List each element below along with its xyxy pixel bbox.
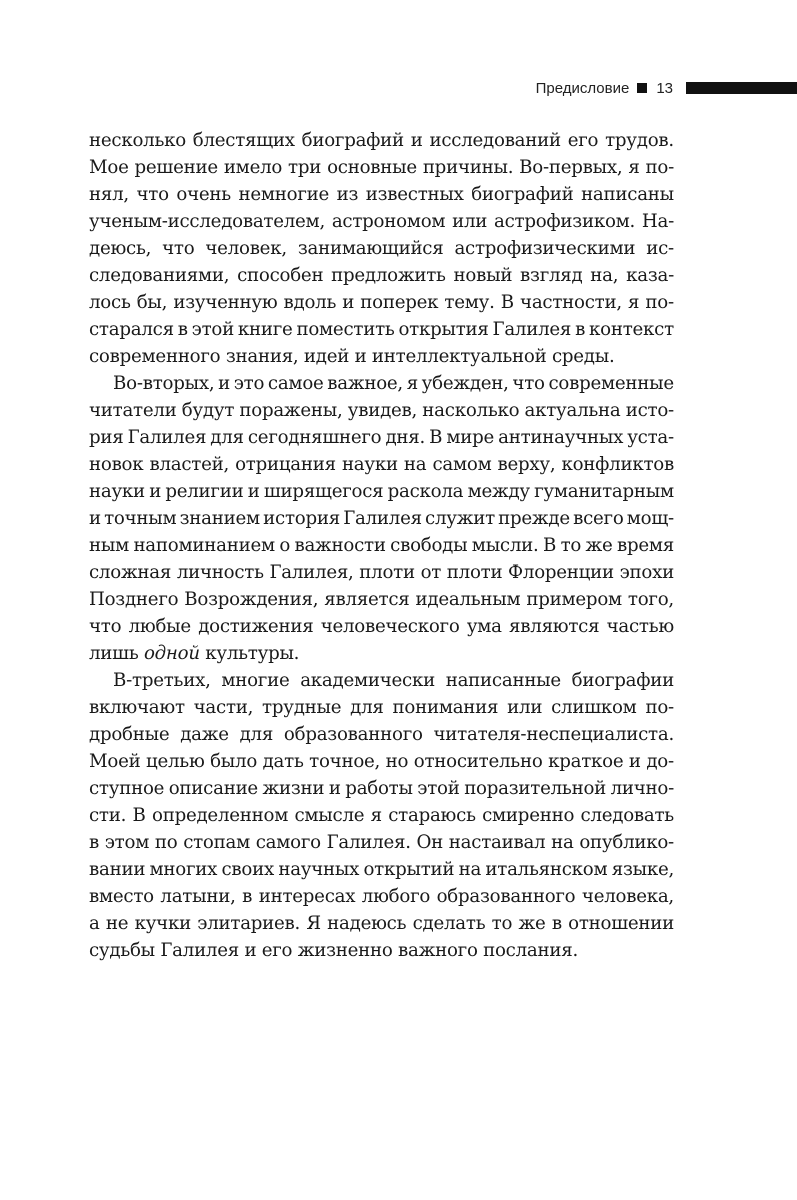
- word: смысле: [294, 805, 365, 826]
- word: очень: [176, 184, 231, 205]
- word: работы: [345, 778, 413, 799]
- word: я: [628, 292, 640, 313]
- word: частью: [606, 616, 674, 637]
- word: сложная: [89, 562, 172, 583]
- word: конфликтов: [561, 454, 674, 475]
- word: дробные: [89, 724, 170, 745]
- word: и: [410, 130, 423, 151]
- word: основные: [327, 157, 417, 178]
- paragraph: [89, 667, 674, 964]
- word: Моей: [89, 751, 141, 772]
- word: читателя-неспециалиста.: [433, 724, 674, 745]
- word: плоти: [446, 562, 503, 583]
- word: ным: [89, 535, 129, 556]
- word: в: [242, 886, 253, 907]
- word: на,: [590, 265, 619, 286]
- running-head-section-title: Предисловие: [535, 79, 630, 97]
- text-line: [89, 478, 674, 505]
- body-text: [89, 127, 674, 964]
- word: служит: [425, 508, 495, 529]
- word: от: [420, 562, 442, 583]
- word: дня.: [385, 427, 426, 448]
- text-line: [89, 343, 674, 370]
- word: было: [210, 751, 258, 772]
- running-head-bar: [686, 82, 797, 94]
- word: лишь: [89, 643, 139, 664]
- word: современные: [548, 373, 674, 394]
- word: того,: [627, 589, 674, 610]
- word: Мое: [89, 157, 129, 178]
- word: свободы: [390, 535, 468, 556]
- word: В: [132, 805, 146, 826]
- text-line: [89, 316, 674, 343]
- word: На-: [641, 211, 674, 232]
- word: это: [233, 373, 265, 394]
- word: то: [560, 535, 582, 556]
- text-line: [89, 856, 674, 883]
- word: ширящегося: [263, 481, 384, 502]
- word: части,: [193, 697, 254, 718]
- word: исто-: [625, 400, 674, 421]
- word: а: [89, 913, 100, 934]
- word: сегодняшнего: [247, 427, 382, 448]
- word: контекст: [589, 319, 674, 340]
- word: вании: [89, 859, 146, 880]
- word: науки: [89, 481, 145, 502]
- word: и: [218, 373, 230, 394]
- word: примером: [526, 589, 622, 610]
- word: читатели: [89, 400, 177, 421]
- word: важное,: [327, 373, 403, 394]
- word: эпохи: [619, 562, 674, 583]
- word: для: [210, 427, 244, 448]
- word: многих: [149, 859, 218, 880]
- text-line: [89, 883, 674, 910]
- word: на: [403, 454, 427, 475]
- word: человеческого: [320, 616, 460, 637]
- word: ученым-исследователем,: [89, 211, 325, 232]
- word: целью: [146, 751, 205, 772]
- word: мире: [446, 427, 495, 448]
- word: научных: [278, 859, 360, 880]
- text-line: [89, 802, 674, 829]
- text-line: [89, 397, 674, 424]
- word: дать: [262, 751, 304, 772]
- word: увидев,: [347, 400, 418, 421]
- word: описание: [168, 778, 258, 799]
- word: кучки: [134, 913, 191, 934]
- word: немногие: [238, 184, 330, 205]
- word: раскола: [387, 481, 464, 502]
- word: важности: [294, 535, 386, 556]
- word: человек,: [205, 238, 287, 259]
- word: достижения: [198, 616, 314, 637]
- word: следовать: [580, 805, 674, 826]
- word: определенном: [152, 805, 289, 826]
- word: науки: [341, 454, 398, 475]
- word: лось: [89, 292, 131, 313]
- word: исследований: [429, 130, 561, 151]
- word: являются: [509, 616, 600, 637]
- word: убежден,: [421, 373, 509, 394]
- text-line: [89, 505, 674, 532]
- word: жизненно: [297, 940, 393, 961]
- word: частности,: [520, 292, 622, 313]
- word: послания.: [483, 940, 579, 961]
- word: его: [567, 130, 599, 151]
- word: между: [467, 481, 530, 502]
- word: же: [585, 535, 613, 556]
- word: но: [385, 751, 409, 772]
- word: и: [328, 778, 341, 799]
- page-number: 13: [656, 79, 673, 97]
- word: самом: [432, 454, 492, 475]
- word: для: [239, 724, 274, 745]
- word: имело: [223, 157, 283, 178]
- word: опублико-: [579, 832, 674, 853]
- word: сделать: [412, 913, 486, 934]
- word: я: [406, 373, 418, 394]
- word: своих: [221, 859, 275, 880]
- word: гуманитарным: [534, 481, 674, 502]
- text-line: [89, 748, 674, 775]
- word: среды.: [551, 346, 615, 367]
- text-line: [89, 640, 674, 667]
- word: в: [575, 319, 586, 340]
- word: причины.: [422, 157, 514, 178]
- text-line: [89, 262, 674, 289]
- paragraph: [89, 127, 674, 370]
- word: в: [89, 832, 99, 853]
- word: астрофизическими: [454, 238, 636, 259]
- word: в: [177, 319, 188, 340]
- word: Галилея,: [269, 562, 354, 583]
- text-line: [89, 559, 674, 586]
- word: одной: [143, 643, 200, 664]
- word: интересах: [258, 886, 356, 907]
- word: что: [162, 238, 195, 259]
- word: и: [354, 346, 367, 367]
- word: трудные: [262, 697, 342, 718]
- word: рия: [89, 427, 124, 448]
- text-line: [89, 424, 674, 451]
- word: для: [350, 697, 384, 718]
- word: этой: [191, 319, 234, 340]
- word: известных: [365, 184, 464, 205]
- word: на: [551, 832, 574, 853]
- word: напоминанием: [133, 535, 275, 556]
- word: относительно: [413, 751, 543, 772]
- text-line: [89, 937, 674, 964]
- word: В-третьих,: [113, 670, 211, 691]
- word: по-: [645, 697, 674, 718]
- word: астрономом: [331, 211, 446, 232]
- text-line: [89, 532, 674, 559]
- word: по: [154, 832, 178, 853]
- word: Галилея.: [326, 832, 411, 853]
- word: многие: [221, 670, 290, 691]
- word: интеллектуальной: [371, 346, 547, 367]
- text-line: [89, 667, 674, 694]
- word: насколько: [422, 400, 520, 421]
- word: бы,: [136, 292, 168, 313]
- paragraph: [89, 370, 674, 667]
- text-line: [89, 910, 674, 937]
- word: слишком: [551, 697, 637, 718]
- word: несколько: [89, 130, 186, 151]
- word: по-: [645, 157, 674, 178]
- word: является: [324, 589, 410, 610]
- word: знания,: [225, 346, 299, 367]
- word: на: [458, 859, 482, 880]
- word: любого: [361, 886, 431, 907]
- word: поразительной: [464, 778, 607, 799]
- word: понимания: [392, 697, 499, 718]
- word: поперек: [360, 292, 439, 313]
- word: стараюсь: [388, 805, 476, 826]
- word: самого: [255, 832, 321, 853]
- word: открытий: [363, 859, 455, 880]
- word: занимающийся: [297, 238, 444, 259]
- word: вдоль: [283, 292, 337, 313]
- word: каза-: [626, 265, 674, 286]
- word: его: [261, 940, 293, 961]
- word: современного: [89, 346, 221, 367]
- word: вместо: [89, 886, 154, 907]
- word: мощ-: [626, 508, 674, 529]
- word: Флоренции: [508, 562, 614, 583]
- word: Он: [416, 832, 444, 853]
- word: о: [279, 535, 291, 556]
- word: Галилея: [160, 940, 239, 961]
- word: биографий: [471, 184, 574, 205]
- text-line: [89, 721, 674, 748]
- word: отрицания: [235, 454, 336, 475]
- word: этой: [417, 778, 460, 799]
- word: актуальна: [524, 400, 621, 421]
- word: старался: [89, 319, 174, 340]
- text-line: [89, 370, 674, 397]
- text-line: [89, 181, 674, 208]
- word: Возрождения,: [184, 589, 319, 610]
- word: изученную: [173, 292, 278, 313]
- word: новок: [89, 454, 144, 475]
- word: сти.: [89, 805, 127, 826]
- word: нял,: [89, 184, 129, 205]
- word: предложить: [331, 265, 446, 286]
- word: что: [89, 616, 122, 637]
- word: решение: [134, 157, 218, 178]
- word: и: [628, 751, 641, 772]
- word: языке,: [611, 859, 674, 880]
- word: верху,: [497, 454, 556, 475]
- word: Галилея: [127, 427, 207, 448]
- word: надеюсь: [327, 913, 407, 934]
- word: точным: [104, 508, 177, 529]
- word: Галилея: [492, 319, 572, 340]
- word: взгляд: [520, 265, 583, 286]
- word: самое: [267, 373, 324, 394]
- word: знанием: [179, 508, 260, 529]
- word: элитариев.: [197, 913, 301, 934]
- word: же: [518, 913, 546, 934]
- text-line: [89, 289, 674, 316]
- text-line: [89, 127, 674, 154]
- word: Галилея: [343, 508, 422, 529]
- word: написаны: [581, 184, 674, 205]
- word: этом: [104, 832, 150, 853]
- word: биографий: [301, 130, 404, 151]
- word: точное,: [309, 751, 381, 772]
- word: трудов.: [605, 130, 674, 151]
- word: настаивал: [448, 832, 546, 853]
- word: плоти: [359, 562, 415, 583]
- word: и: [89, 508, 101, 529]
- word: и: [342, 292, 355, 313]
- word: лично-: [610, 778, 674, 799]
- running-head-square-marker: [637, 83, 647, 93]
- word: что: [512, 373, 545, 394]
- text-line: [89, 775, 674, 802]
- word: время: [616, 535, 674, 556]
- word: мысли.: [471, 535, 539, 556]
- word: поражены,: [239, 400, 343, 421]
- word: блестящих: [192, 130, 295, 151]
- word: академически: [300, 670, 435, 691]
- word: любые: [128, 616, 191, 637]
- word: я: [628, 157, 640, 178]
- word: Я: [306, 913, 321, 934]
- word: даже: [180, 724, 229, 745]
- text-line: [89, 208, 674, 235]
- word: стопам: [183, 832, 250, 853]
- word: поместить: [296, 319, 395, 340]
- text-line: [89, 829, 674, 856]
- word: в: [551, 913, 562, 934]
- word: или: [452, 211, 488, 232]
- word: итальянском: [485, 859, 608, 880]
- word: идеальным: [415, 589, 521, 610]
- word: из: [336, 184, 359, 205]
- word: образованного: [436, 886, 576, 907]
- word: то: [491, 913, 513, 934]
- word: человека,: [581, 886, 674, 907]
- word: и: [244, 940, 257, 961]
- word: культуры.: [205, 643, 300, 664]
- word: тему.: [444, 292, 495, 313]
- word: способен: [237, 265, 324, 286]
- word: Позднего: [89, 589, 179, 610]
- word: образованного: [283, 724, 423, 745]
- word: я: [370, 805, 382, 826]
- word: уста-: [627, 427, 674, 448]
- word: антинаучных: [498, 427, 624, 448]
- word: ис-: [646, 238, 674, 259]
- word: открытия: [398, 319, 489, 340]
- word: что: [136, 184, 169, 205]
- word: судьбы: [89, 940, 155, 961]
- word: латыни,: [160, 886, 236, 907]
- word: властей,: [149, 454, 230, 475]
- word: идей: [303, 346, 350, 367]
- word: прежде: [498, 508, 570, 529]
- word: Во-вторых,: [113, 373, 215, 394]
- text-line: [89, 154, 674, 181]
- word: будут: [181, 400, 235, 421]
- word: В: [500, 292, 514, 313]
- running-head: [536, 76, 797, 100]
- text-line: [89, 235, 674, 262]
- word: три: [288, 157, 322, 178]
- word: В: [543, 535, 557, 556]
- word: жизни: [262, 778, 325, 799]
- text-line: [89, 694, 674, 721]
- word: ступное: [89, 778, 165, 799]
- word: не: [105, 913, 129, 934]
- word: по-: [645, 292, 674, 313]
- word: и: [149, 481, 162, 502]
- word: и: [247, 481, 260, 502]
- word: астрофизиком.: [494, 211, 636, 232]
- word: книге: [237, 319, 293, 340]
- word: история: [263, 508, 340, 529]
- word: новый: [453, 265, 513, 286]
- word: биографии: [571, 670, 674, 691]
- word: или: [507, 697, 543, 718]
- word: религии: [165, 481, 244, 502]
- text-line: [89, 451, 674, 478]
- word: следованиями,: [89, 265, 230, 286]
- text-line: [89, 613, 674, 640]
- word: включают: [89, 697, 185, 718]
- word: Во-первых,: [519, 157, 623, 178]
- word: важного: [398, 940, 478, 961]
- word: В: [429, 427, 443, 448]
- word: ума: [466, 616, 502, 637]
- word: до-: [646, 751, 674, 772]
- text-line: [89, 586, 674, 613]
- word: смиренно: [482, 805, 575, 826]
- word: деюсь,: [89, 238, 152, 259]
- word: отношении: [568, 913, 674, 934]
- word: личность: [176, 562, 264, 583]
- word: всего: [573, 508, 624, 529]
- word: краткое: [548, 751, 624, 772]
- word: написанные: [445, 670, 561, 691]
